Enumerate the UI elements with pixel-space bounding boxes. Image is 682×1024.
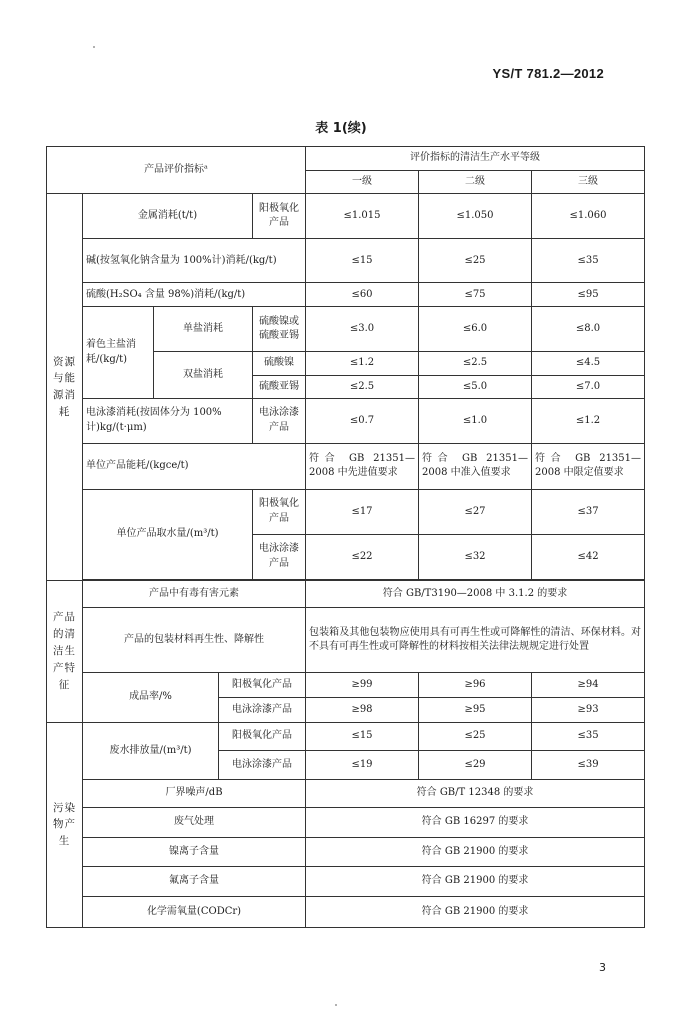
cell-value: ≤5.0 [419, 375, 532, 399]
cell-value: ≤60 [306, 283, 419, 307]
table-row [47, 399, 645, 443]
row-label: 镍离子含量 [83, 837, 306, 867]
cell-value: ≤1.050 [419, 194, 532, 239]
level-3-header: 三级 [532, 170, 645, 194]
row-label: 氟离子含量 [83, 867, 306, 897]
cell-value: ≤25 [419, 239, 532, 283]
table-row [47, 867, 645, 897]
cell-value: ≤42 [532, 534, 645, 579]
sub-label: 电泳涂漆产品 [253, 534, 306, 579]
cell-value: 符合 GB 16297 的要求 [306, 807, 645, 837]
cell-value: ≥98 [306, 697, 419, 722]
table-row [47, 897, 645, 928]
sub-label: 阳极氧化产品 [219, 722, 306, 751]
row-label: 碱(按氢氧化钠含量为 100%计)消耗/(kg/t) [83, 239, 306, 283]
cell-value: ≤39 [532, 751, 645, 780]
table-row [47, 673, 645, 698]
cell-value: ≤25 [419, 722, 532, 751]
cell-value: ≤27 [419, 489, 532, 534]
cell-value: ≤1.2 [306, 352, 419, 376]
table-row [47, 581, 645, 608]
table-row [47, 607, 645, 673]
sub-label: 硫酸镍或硫酸亚锡 [253, 307, 306, 352]
page-number: 3 [599, 961, 606, 974]
category-resource: 资源与能源消耗 [47, 194, 83, 581]
cell-value: ≤32 [419, 534, 532, 579]
row-label: 产品中有毒有害元素 [83, 581, 306, 608]
cell-value: ≤37 [532, 489, 645, 534]
cell-value: ≤19 [306, 751, 419, 780]
cell-value: ≥99 [306, 673, 419, 698]
row-label: 产品的包装材料再生性、降解性 [83, 607, 306, 673]
table-row [47, 239, 645, 283]
sub-label: 双盐消耗 [154, 352, 253, 399]
sub-label: 电泳涂漆产品 [219, 697, 306, 722]
cell-value: 包装箱及其他包装物应使用具有可再生性或可降解性的清洁、环保材料。对不具有可再生性或可降解性的材料按相关法律法规规定进行处置 [306, 607, 645, 673]
scan-speck [93, 46, 95, 48]
row-label: 单位产品能耗/(kgce/t) [83, 443, 306, 489]
row-label: 电泳漆消耗(按固体分为 100%计)kg/(t·μm) [83, 399, 253, 443]
cell-value: 符合 GB 21351—2008 中先进值要求 [306, 443, 419, 489]
cell-value: ≥96 [419, 673, 532, 698]
cell-value: ≥95 [419, 697, 532, 722]
cell-value: ≤35 [532, 239, 645, 283]
row-label: 成品率/% [83, 673, 219, 722]
cell-value: ≥94 [532, 673, 645, 698]
category-product: 产品的清洁生产特征 [47, 581, 83, 723]
cell-value: 符合 GB 21351—2008 中限定值要求 [532, 443, 645, 489]
cell-value: ≤15 [306, 722, 419, 751]
level-1-header: 一级 [306, 170, 419, 194]
cell-value: ≤95 [532, 283, 645, 307]
cell-value: ≤2.5 [419, 352, 532, 376]
sub-label: 硫酸亚锡 [253, 375, 306, 399]
table-row [47, 807, 645, 837]
cell-value: ≤15 [306, 239, 419, 283]
table-row [47, 780, 645, 808]
cell-value: 符合 GB 21900 的要求 [306, 837, 645, 867]
row-label: 化学需氧量(CODCr) [83, 897, 306, 928]
cell-value: ≤1.015 [306, 194, 419, 239]
row-label: 着色主盐消耗/(kg/t) [83, 307, 154, 399]
cell-value: ≤6.0 [419, 307, 532, 352]
row-label: 厂界噪声/dB [83, 780, 306, 808]
sub-label: 电泳涂漆产品 [219, 751, 306, 780]
cell-value: ≤7.0 [532, 375, 645, 399]
table-row [47, 443, 645, 489]
row-label: 金属消耗(t/t) [83, 194, 253, 239]
cell-value: 符合 GB 21351—2008 中准入值要求 [419, 443, 532, 489]
cell-value: 符合 GB 21900 的要求 [306, 867, 645, 897]
cell-value: ≤1.2 [532, 399, 645, 443]
cell-value: ≤0.7 [306, 399, 419, 443]
sub-label: 单盐消耗 [154, 307, 253, 352]
cell-value: ≤17 [306, 489, 419, 534]
sub-label: 电泳涂漆产品 [253, 399, 306, 443]
evaluation-table [46, 146, 645, 928]
sub-label: 阳极氧化产品 [253, 194, 306, 239]
cell-value: ≤3.0 [306, 307, 419, 352]
cell-value: ≤1.0 [419, 399, 532, 443]
row-label: 废气处理 [83, 807, 306, 837]
cell-value: ≤22 [306, 534, 419, 579]
table-row [47, 194, 645, 239]
level-header: 评价指标的清洁生产水平等级 [306, 147, 645, 171]
row-label: 硫酸(H₂SO₄ 含量 98%)消耗/(kg/t) [83, 283, 306, 307]
level-2-header: 二级 [419, 170, 532, 194]
cell-value: 符合 GB/T 12348 的要求 [306, 780, 645, 808]
table-row [47, 489, 645, 534]
cell-value: 符合 GB/T3190—2008 中 3.1.2 的要求 [306, 581, 645, 608]
category-pollution: 污染物产生 [47, 722, 83, 927]
cell-value: ≤1.060 [532, 194, 645, 239]
cell-value: ≤29 [419, 751, 532, 780]
row-label: 单位产品取水量/(m³/t) [83, 489, 253, 579]
cell-value: ≤2.5 [306, 375, 419, 399]
cell-value: ≤35 [532, 722, 645, 751]
sub-label: 阳极氧化产品 [253, 489, 306, 534]
cell-value: ≥93 [532, 697, 645, 722]
scan-speck [335, 1004, 337, 1006]
indicator-header: 产品评价指标ᵃ [47, 147, 306, 194]
table-row [47, 283, 645, 307]
cell-value: ≤8.0 [532, 307, 645, 352]
cell-value: 符合 GB 21900 的要求 [306, 897, 645, 928]
standard-code: YS/T 781.2—2012 [492, 66, 604, 81]
row-label: 废水排放量/(m³/t) [83, 722, 219, 779]
table-row [47, 307, 645, 352]
sub-label: 硫酸镍 [253, 352, 306, 376]
cell-value: ≤75 [419, 283, 532, 307]
cell-value: ≤4.5 [532, 352, 645, 376]
table-row [47, 722, 645, 751]
header-row [47, 147, 645, 171]
table-title: 表 1(续) [315, 121, 367, 136]
sub-label: 阳极氧化产品 [219, 673, 306, 698]
table-row [47, 837, 645, 867]
